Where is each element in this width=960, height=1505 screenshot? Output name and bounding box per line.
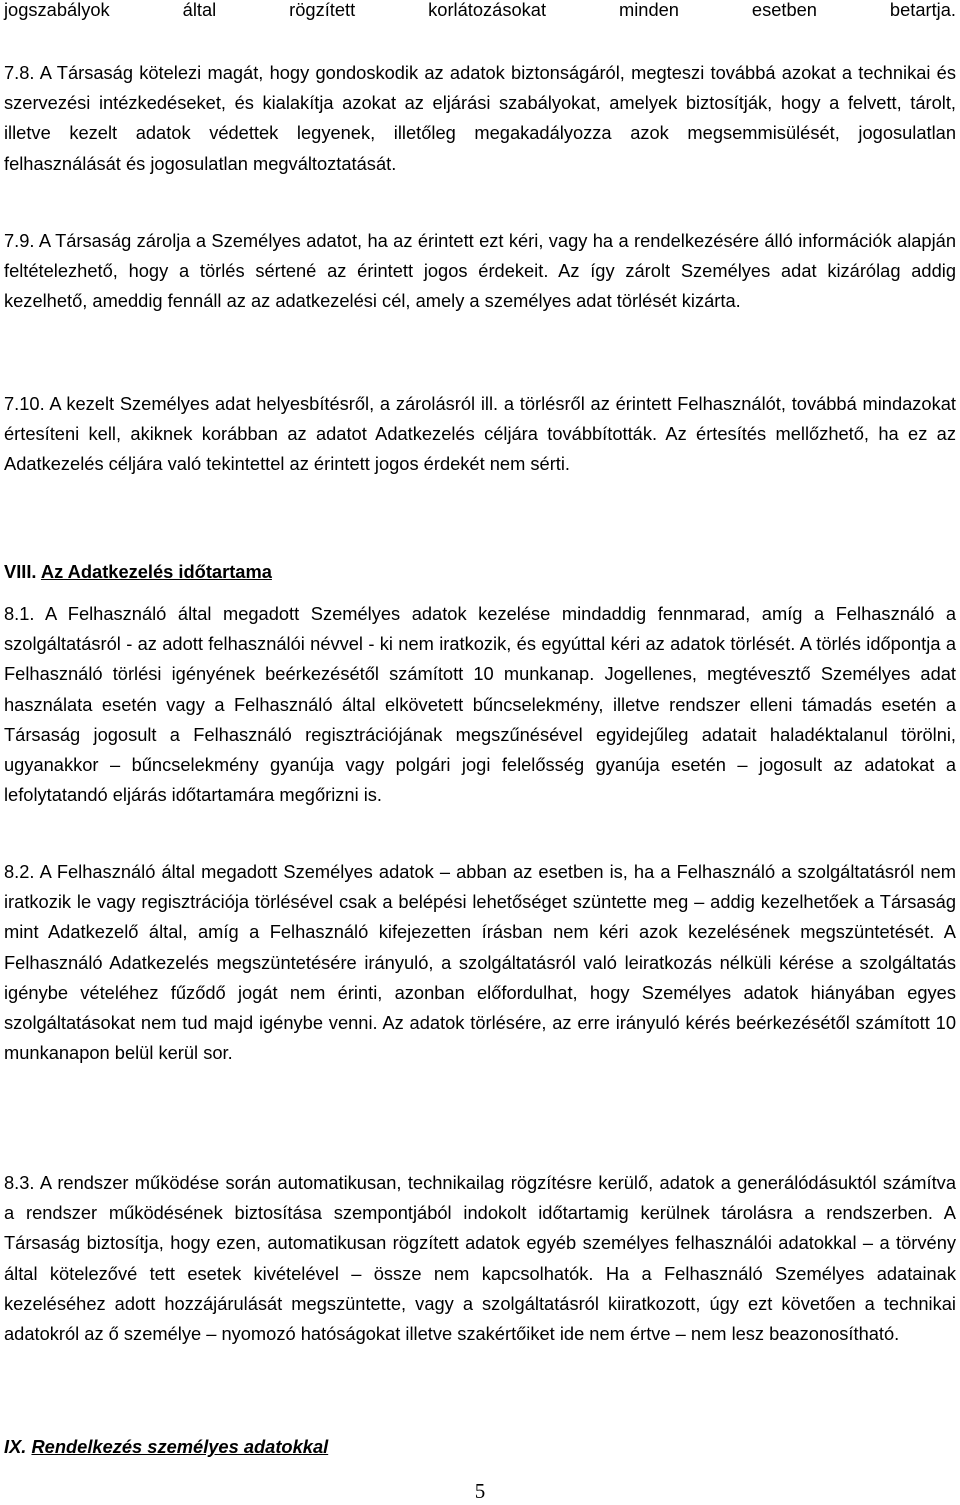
paragraph-8-2: 8.2. A Felhasználó által megadott Személyes adatok – abban az esetben is, ha a Felhasználó a szolgáltatásról nem iratkozik le vagy regisztrációja törlésével csak a belépési lehetőséget szüntette meg – addig kezelhetőek a Társaság mint Adatkezelő által, amíg a Felhasználó kifejezetten írásban nem kéri azok kezelésének megszüntetését. A Felhasználó Adatkezelés megszüntetésére irányuló, a szolgáltatásról való leiratkozás nélküli kérése a szolgáltatás igénybe vételéhez fűződő jogát nem érinti, azonban előfordulhat, hogy Személyes adatok hiányában egyes szolgáltatásokat nem tud majd igénybe venni. Az adatok törlésére, az erre irányuló kérés beérkezésétől számított 10 munkanapon belül kerül sor. bbox=[4, 861, 956, 1064]
paragraph-8-3: 8.3. A rendszer működése során automatikusan, technikailag rögzítésre kerülő, adatok a generálódásuktól számítva a rendszer működésének biztosítása szempontjából indokolt időtartamig kerülnek tárolásra a rendszerben. A Társaság biztosítja, hogy ezen, automatikusan rögzített adatok egyéb személyes felhasználói adatokkal – a törvény által kötelezővé tett esetek kivételével – össze nem kapcsolhatók. Ha a Felhasználó Személyes adatainak kezeléséhez adott hozzájárulását megszüntette, vagy a szolgáltatásról kiiratkozott, úgy ezt követően a technikai adatokról az ő személye – nyomozó hatóságokat illetve szakértőiket ide nem értve – nem lesz beazonosítható. bbox=[4, 1172, 956, 1345]
paragraph-continuation: jogszabályok által rögzített korlátozásokat minden esetben betartja. bbox=[4, 0, 956, 20]
paragraph-7-8: 7.8. A Társaság kötelezi magát, hogy gondoskodik az adatok biztonságáról, megteszi továbbá azokat a technikai és szervezési intézkedéseket, és kialakítja azokat az eljárási szabályokat, amelyek biztosítják, hogy a felvett, tárolt, illetve kezelt adatok védettek legyenek, illetőleg megakadályozza azok megsemmisülését, jogosulatlan felhasználását és jogosulatlan megváltoztatását. bbox=[4, 62, 956, 174]
section-heading-viii bbox=[4, 557, 272, 587]
section-heading-number: IX. bbox=[4, 1436, 27, 1457]
page-number: 5 bbox=[474, 1479, 486, 1503]
paragraph-7-10: 7.10. A kezelt Személyes adat helyesbítésről, a zárolásról ill. a törlésről az érintett Felhasználót, továbbá mindazokat értesíteni kell, akiknek korábban az adatot Adatkezelés céljára továbbították. Az értesítés mellőzhető, ha ez az Adatkezelés céljára való tekintettel az érintett jogos érdekét nem sérti. bbox=[4, 393, 956, 475]
section-heading-ix bbox=[4, 1432, 328, 1462]
section-heading-title: Rendelkezés személyes adatokkal bbox=[31, 1436, 329, 1457]
section-heading-number: VIII. bbox=[4, 561, 37, 582]
paragraph-7-9: 7.9. A Társaság zárolja a Személyes adatot, ha az érintett ezt kéri, vagy ha a rendelkezésére álló információk alapján feltételezhető, hogy a törlés sértené az érintett jogos érdekeit. Az így zárolt Személyes adat kizárólag addig kezelhető, ameddig fennáll az az adatkezelési cél, amely a személyes adat törlését kizárta. bbox=[4, 230, 956, 312]
paragraph-8-1: 8.1. A Felhasználó által megadott Személyes adatok kezelése mindaddig fennmarad, amíg a Felhasználó a szolgáltatásról - az adott felhasználói névvel - ki nem iratkozik, és egyúttal kéri az adatok törlését. A törlés időpontja a Felhasználó törlési igényének beérkezésétől számított 10 munkanap. Jogellenes, megtévesztő Személyes adat használata esetén vagy a Felhasználó által elkövetett bűncselekmény, illetve rendszer elleni támadás esetén a Társaság jogosult a Felhasználó regisztrációjának megszűnésével egyidejűleg adatait haladéktalanul törölni, ugyanakkor – bűncselekmény gyanúja vagy polgári jogi felelősség gyanúja esetén – jogosult az adatokat a lefolytatandó eljárás időtartamára megőrizni is. bbox=[4, 603, 956, 806]
section-heading-title: Az Adatkezelés időtartama bbox=[40, 561, 272, 582]
